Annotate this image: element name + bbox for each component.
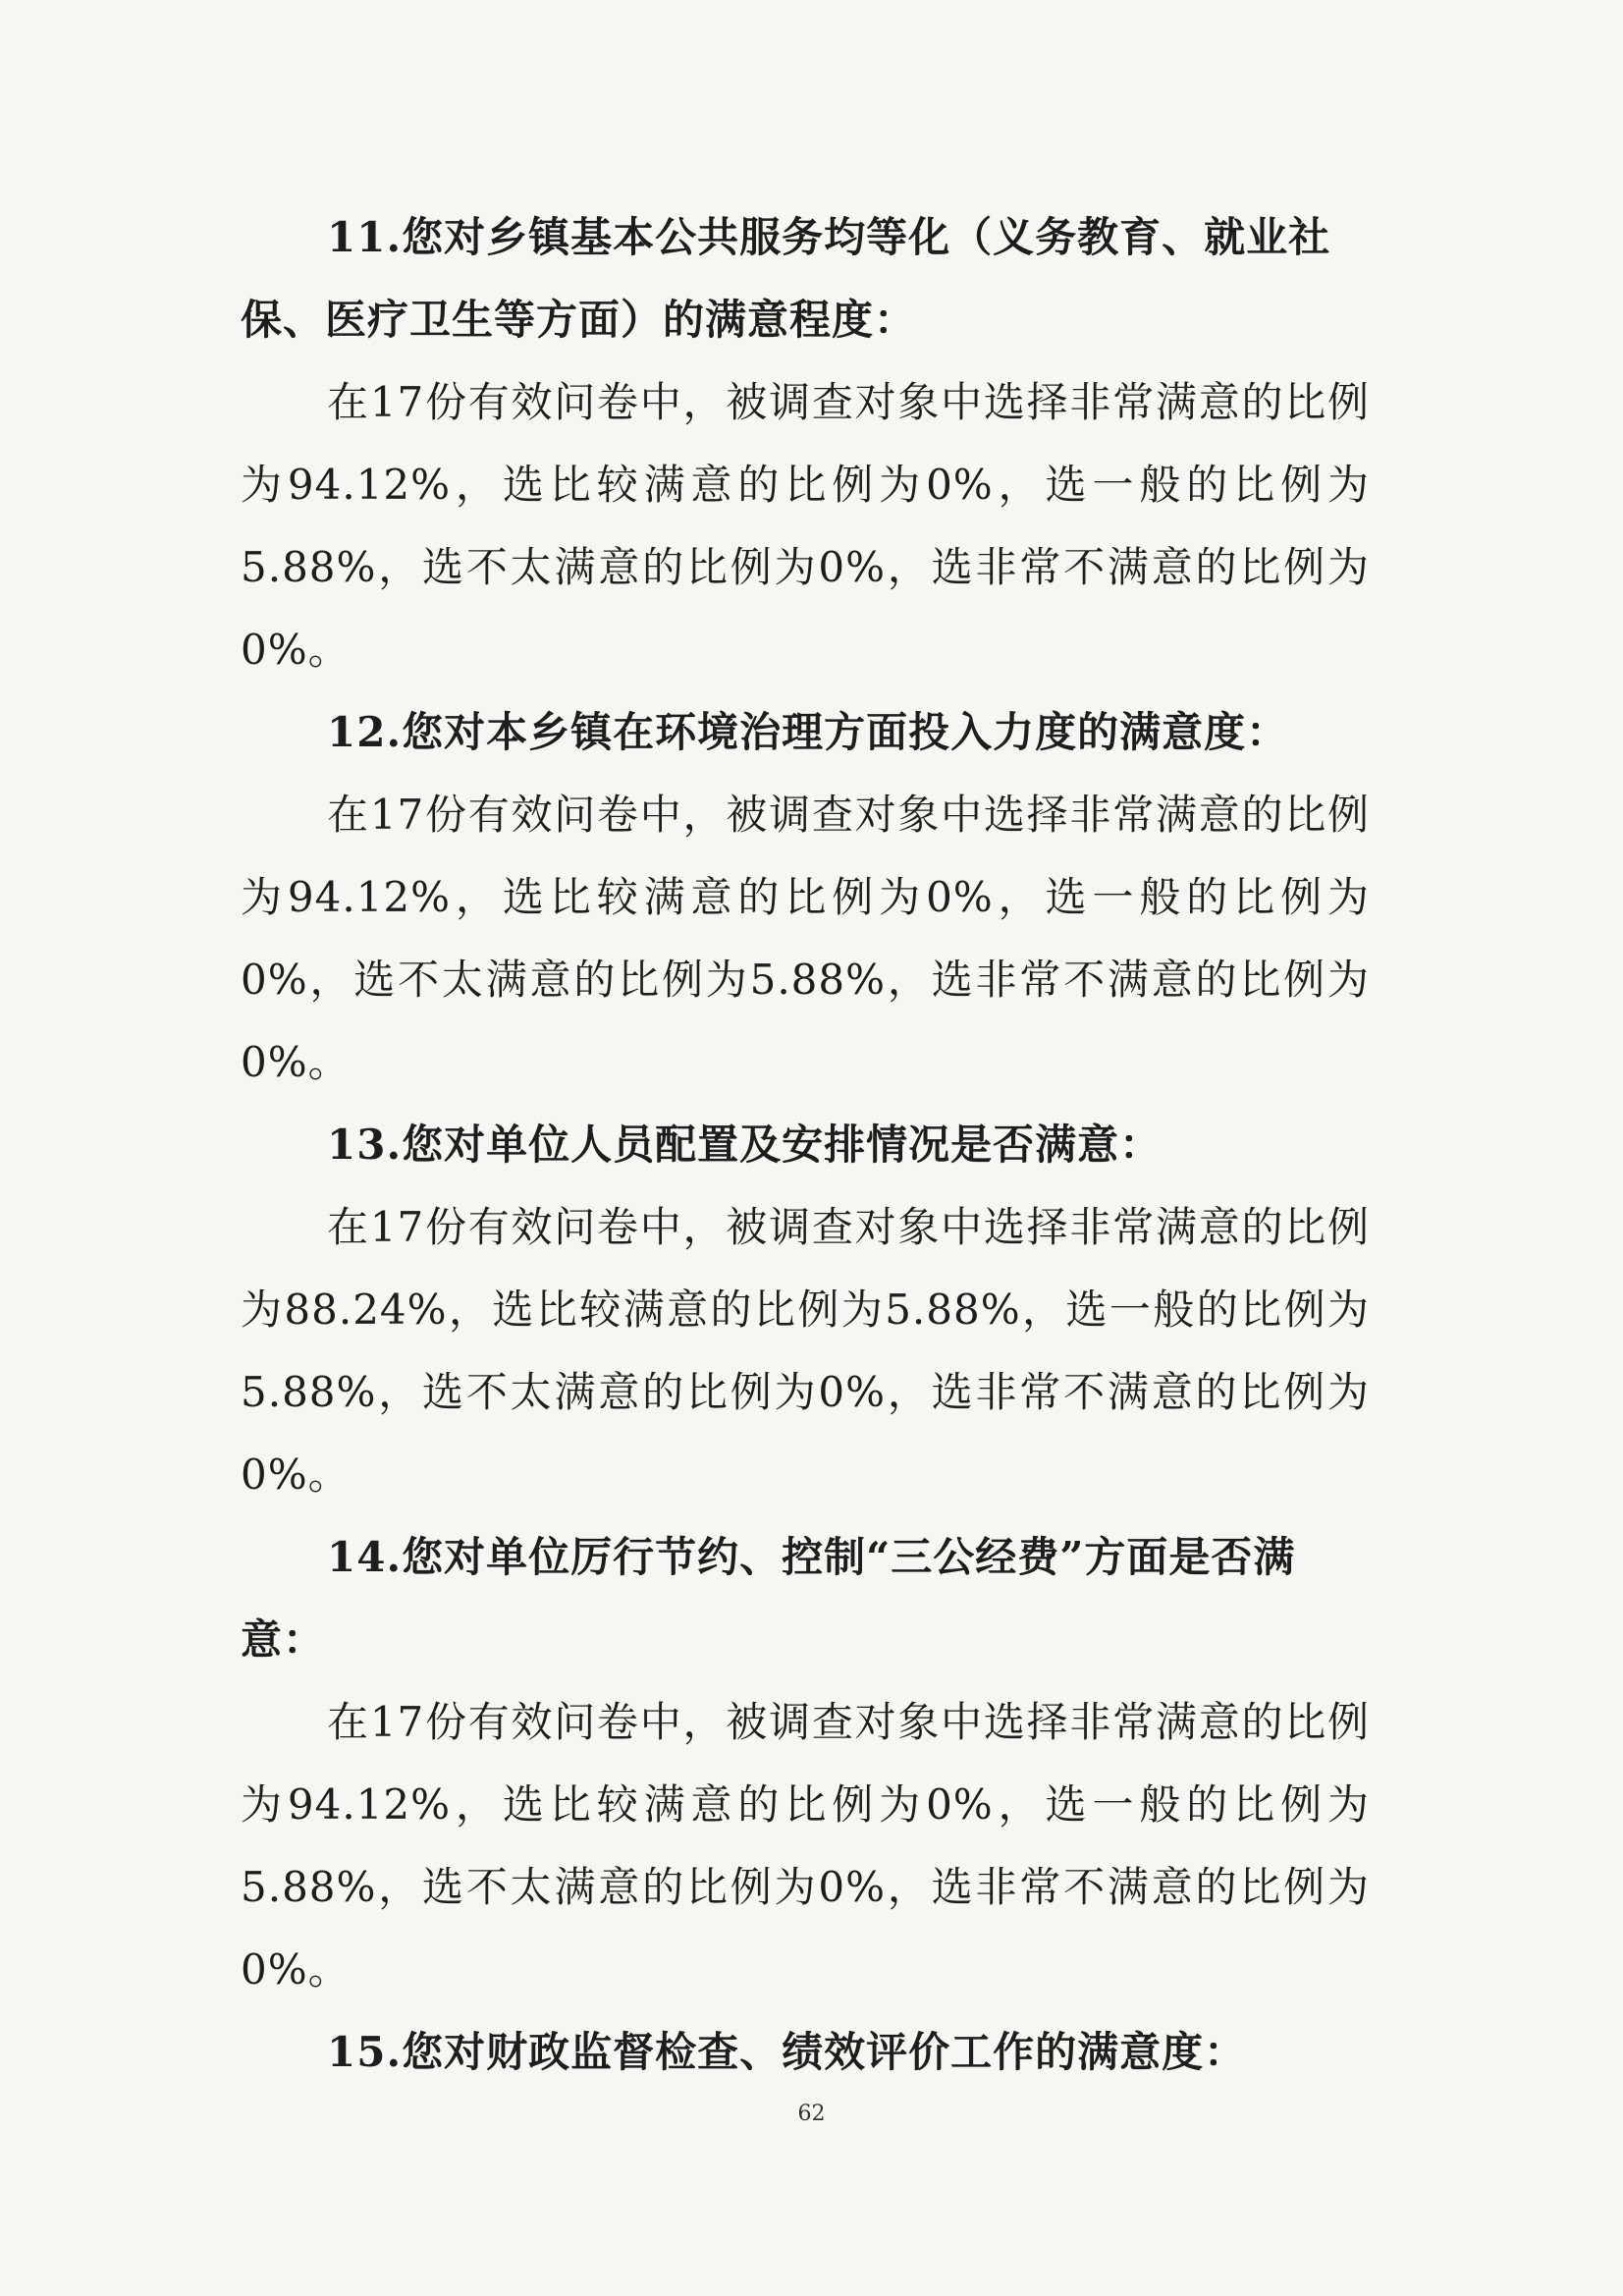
question-11-title: 11.您对乡镇基本公共服务均等化（义务教育、就业社保、医疗卫生等方面）的满意程度： bbox=[241, 213, 1331, 344]
question-15-title: 15.您对财政监督检查、绩效评价工作的满意度： bbox=[327, 2028, 1247, 2076]
question-14-answer: 在17份有效问卷中，被调查对象中选择非常满意的比例为94.12%，选比较满意的比例为0%，选一般的比例为5.88%，选不太满意的比例为0%，选非常不满意的比例为0%。 bbox=[241, 1698, 1370, 1994]
question-12-title: 12.您对本乡镇在环境治理方面投入力度的满意度： bbox=[327, 708, 1289, 756]
question-12-answer: 在17份有效问卷中，被调查对象中选择非常满意的比例为94.12%，选比较满意的比例为0%，选一般的比例为0%，选不太满意的比例为5.88%，选非常不满意的比例为0%。 bbox=[241, 791, 1370, 1086]
question-13-title: 13.您对单位人员配置及安排情况是否满意： bbox=[327, 1121, 1163, 1169]
document-body bbox=[241, 196, 1370, 2094]
page-number: 62 bbox=[797, 2102, 826, 2126]
question-14-title: 14.您对单位厉行节约、控制“三公经费”方面是否满意： bbox=[241, 1533, 1296, 1664]
question-13-answer: 在17份有效问卷中，被调查对象中选择非常满意的比例为88.24%，选比较满意的比例为5.88%，选一般的比例为5.88%，选不太满意的比例为0%，选非常不满意的比例为0%。 bbox=[241, 1203, 1370, 1499]
question-11-answer: 在17份有效问卷中，被调查对象中选择非常满意的比例为94.12%，选比较满意的比例为0%，选一般的比例为5.88%，选不太满意的比例为0%，选非常不满意的比例为0%。 bbox=[241, 378, 1370, 674]
